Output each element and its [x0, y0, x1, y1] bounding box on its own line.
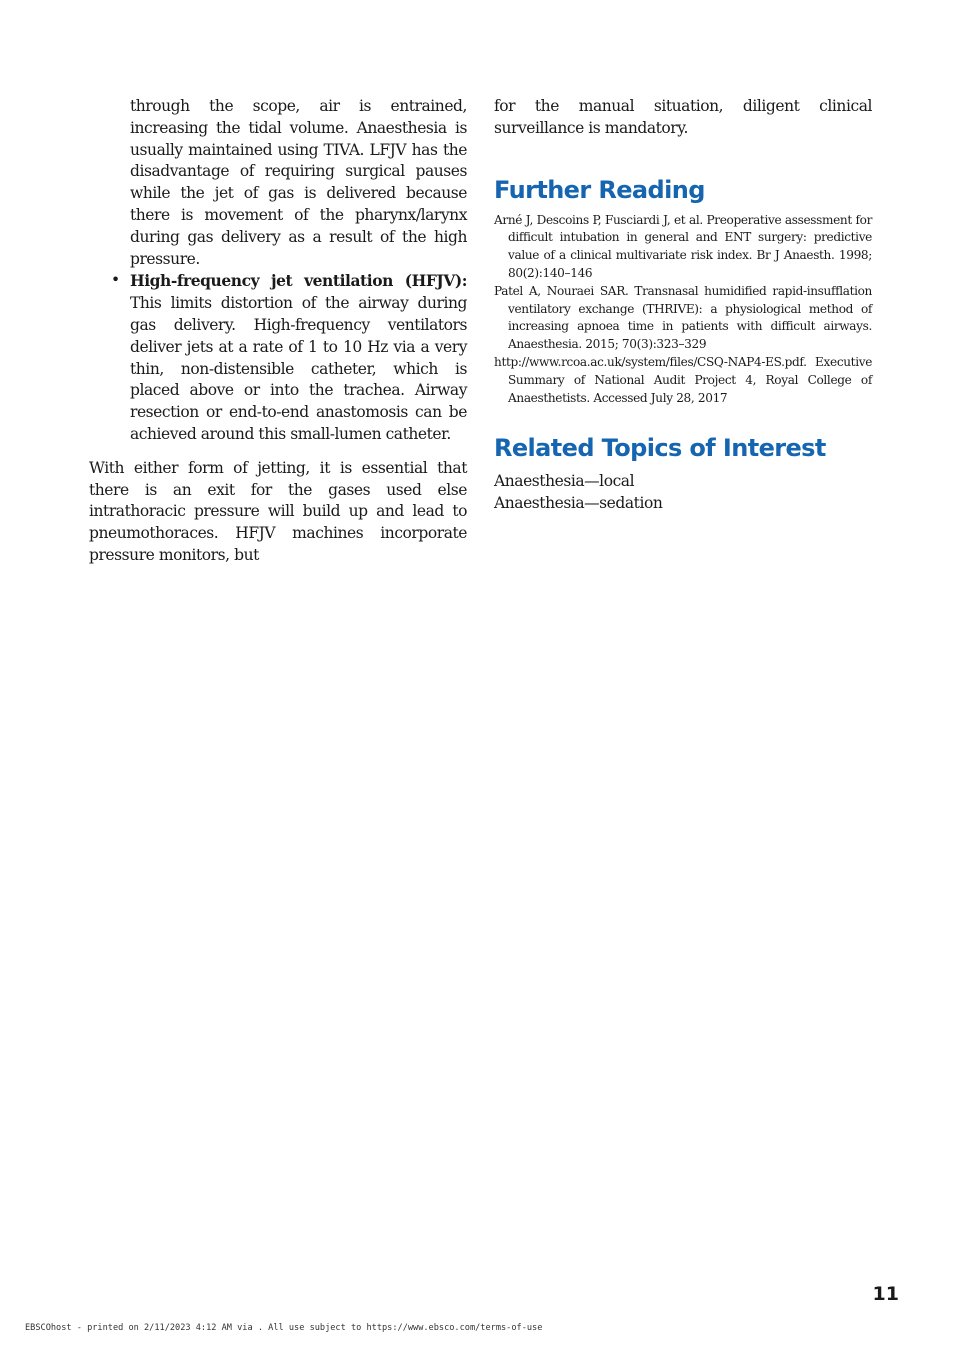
related-topic-item-2[interactable]: Anaesthesia—sedation	[494, 494, 663, 513]
bullet-paragraph	[130, 270, 467, 445]
left-column	[89, 96, 467, 567]
footer-notice: EBSCOhost - printed on 2/11/2023 4:12 AM via . All use subject to https://www.ebsco.com/terms-of-use	[25, 1323, 543, 1333]
bullet-dot: •	[111, 271, 120, 290]
bullet-text: This limits distortion of the airway during gas delivery. High-frequency ventilators deliver jets at a rate of 1 to 10 Hz via a very thin, non-distensible catheter, which is placed above or into the trachea. Airway resection or end-to-end anastomosis can be achieved around this small-lumen catheter.	[130, 294, 467, 443]
reference-item-1: Arné J, Descoins P, Fusciardi J, et al. Preoperative assessment for difficult intubation in general and ENT surgery: predictive value of a clinical multivariate risk index. Br J Anaesth. 1998; 80(2):140–146	[494, 212, 872, 280]
closing-paragraph: With either form of jetting, it is essential that there is an exit for the gases used else intrathoracic pressure will build up and lead to pneumothoraces. HFJV machines incorporate pressure monitors, but	[89, 458, 467, 564]
right-column	[494, 96, 872, 515]
further-reading-heading: Further Reading	[494, 175, 705, 204]
related-topic-item-1[interactable]: Anaesthesia—local	[494, 472, 635, 491]
intro-paragraph: through the scope, air is entrained, increasing the tidal volume. Anaesthesia is usually maintained using TIVA. LFJV has the disadvantage of requiring surgical pauses while the jet of gas is delivered because there is movement of the pharynx/larynx during gas delivery as a result of the high pressure.	[130, 97, 467, 268]
related-topics-list	[494, 471, 872, 515]
continuation-paragraph: for the manual situation, diligent clinical surveillance is mandatory.	[494, 97, 872, 137]
intro-block	[89, 96, 467, 270]
page-number: 11	[872, 1283, 899, 1305]
reference-item-2: Patel A, Nouraei SAR. Transnasal humidified rapid-insufflation ventilatory exchange (THRIVE): a physiological method of increasing apnoea time in patients with difficult airways. Anaesthesia. 2015; 70(3):323–329	[494, 283, 872, 352]
bullet-term: High-frequency jet ventilation (HFJV):	[130, 271, 467, 291]
related-topics-heading: Related Topics of Interest	[494, 434, 826, 463]
bullet-item-hfjv	[89, 270, 467, 445]
reference-item-3: http://www.rcoa.ac.uk/system/files/CSQ-NAP4-ES.pdf. Executive Summary of National Audit Project 4, Royal College of Anaesthetists. Accessed July 28, 2017	[494, 354, 872, 405]
reference-list	[494, 212, 872, 408]
